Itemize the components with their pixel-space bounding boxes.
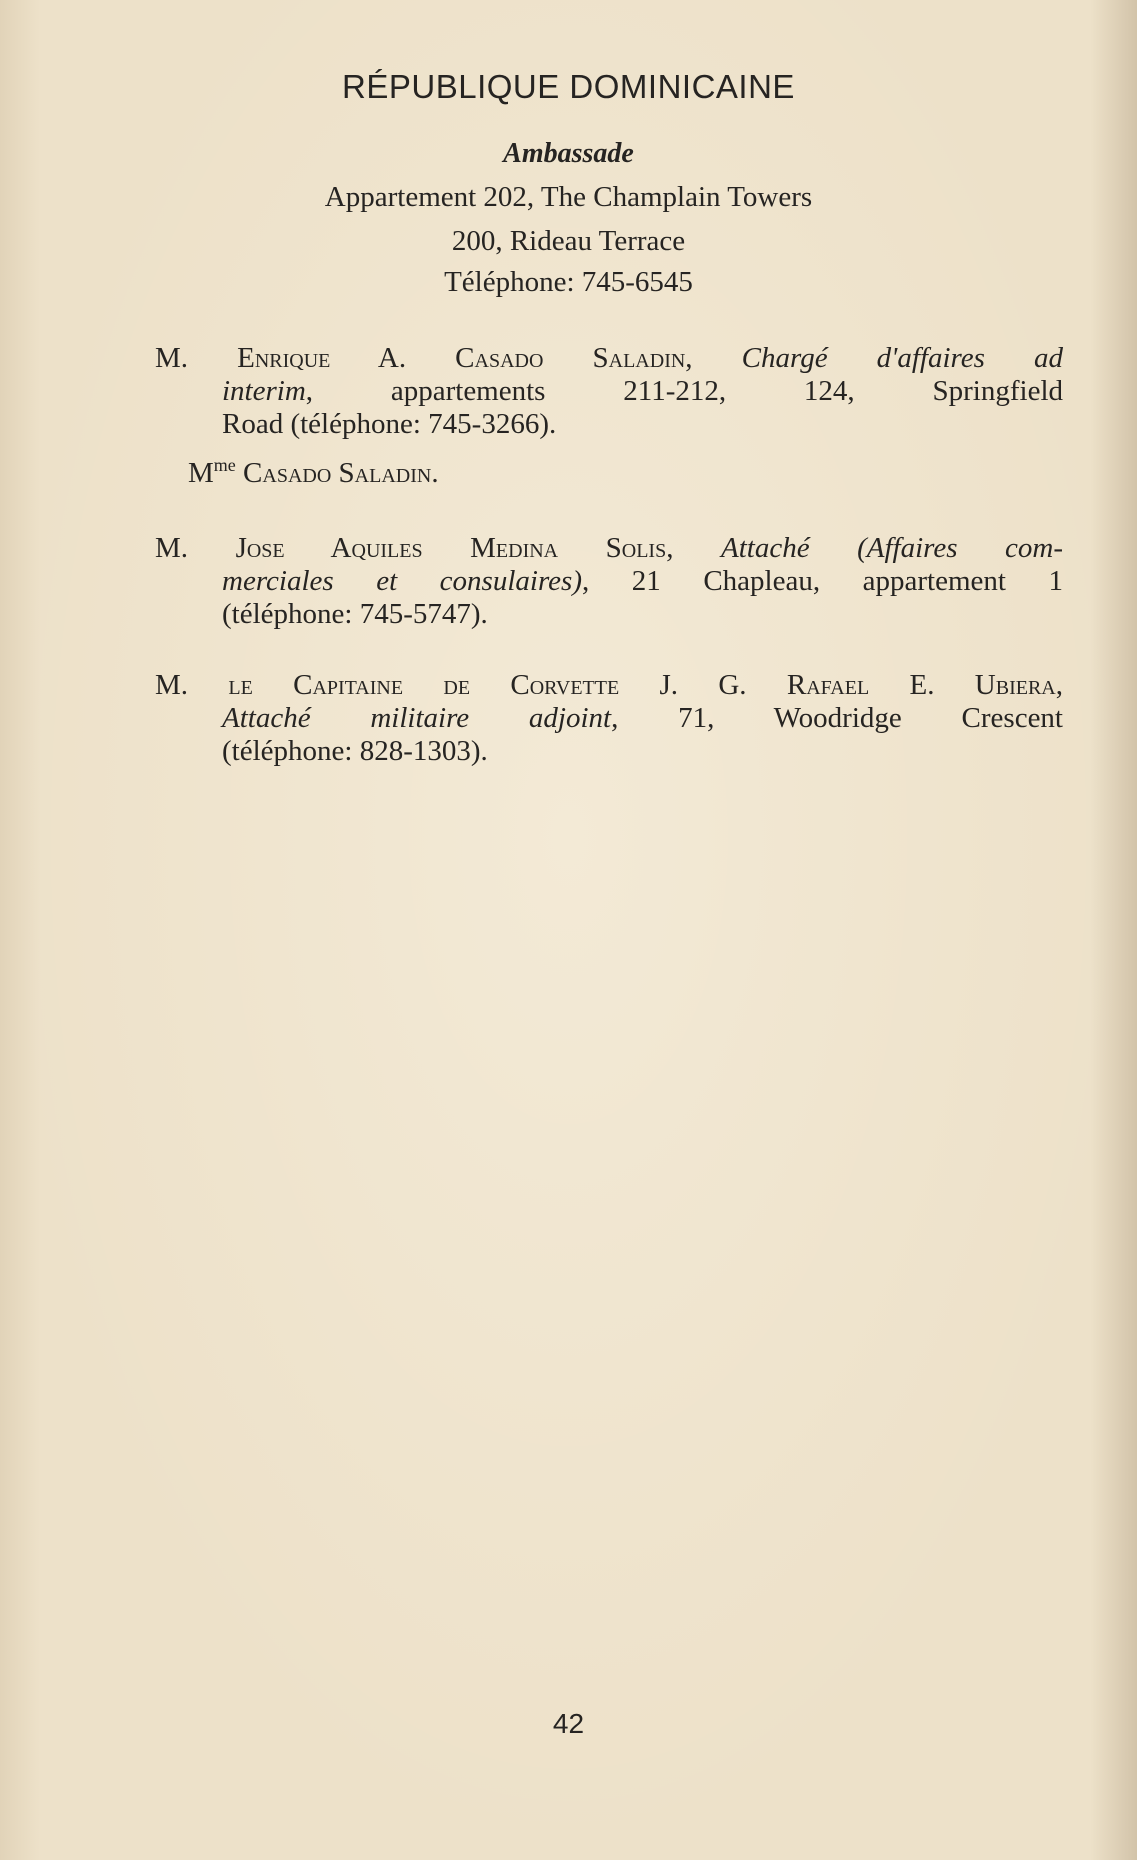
- spouse-entry: [188, 455, 439, 490]
- mission-type-label: Ambassade: [503, 138, 634, 169]
- entry-phone: (téléphone: 745-5747).: [222, 598, 488, 630]
- entry-address: , 21 Chapleau, appartement 1: [581, 565, 1063, 597]
- entry-line: [155, 408, 1063, 441]
- page-number: 42: [552, 1708, 585, 1739]
- entry-title: Attaché militaire adjoint: [222, 702, 612, 734]
- embassy-address-line2: 200, Rideau Terrace: [451, 225, 686, 257]
- country-heading: RÉPUBLIQUE DOMINICAINE: [342, 68, 795, 105]
- spouse-name: Casado Saladin.: [235, 457, 439, 489]
- entry-separator: ,: [1055, 669, 1063, 701]
- entry-prefix: M.: [155, 532, 236, 564]
- entry-name: Enrique A. Casado Saladin: [237, 342, 686, 374]
- entry-address: , appartements 211-212, 124, Springfield: [305, 375, 1063, 407]
- entry-separator: ,: [666, 532, 721, 564]
- entry-line: [155, 702, 1063, 735]
- entry-phone: (téléphone: 828-1303).: [222, 735, 488, 767]
- embassy-address-line1: Appartement 202, The Champlain Towers: [324, 181, 813, 213]
- entry-name: le Capitaine de Corvette J. G. Rafael E. Ubiera: [228, 669, 1056, 701]
- entry-phone: Road (téléphone: 745-3266).: [222, 408, 557, 440]
- staff-entry-charge-affaires: [155, 342, 1063, 441]
- entry-line: [155, 598, 1063, 631]
- entry-address: , 71, Woodridge Crescent: [611, 702, 1063, 734]
- embassy-telephone: Téléphone: 745-6545: [444, 266, 693, 298]
- entry-line: [155, 342, 1063, 375]
- entry-title: Chargé d'affaires ad: [741, 342, 1063, 374]
- entry-name: Jose Aquiles Medina Solis: [235, 532, 667, 564]
- spouse-prefix-sup: me: [213, 455, 236, 475]
- entry-line: [155, 735, 1063, 768]
- entry-prefix: M.: [155, 669, 229, 701]
- entry-line: [155, 375, 1063, 408]
- entry-title: Attaché (Affaires com-: [721, 532, 1063, 564]
- staff-entry-attache-militaire: [155, 669, 1063, 768]
- entry-line: [155, 532, 1063, 565]
- entry-line: [155, 669, 1063, 702]
- spouse-prefix: M: [188, 457, 214, 489]
- entry-separator: ,: [685, 342, 742, 374]
- entry-line: [155, 565, 1063, 598]
- entry-title-cont: interim: [222, 375, 306, 407]
- staff-entry-attache-commercial: [155, 532, 1063, 631]
- entry-prefix: M.: [155, 342, 238, 374]
- entry-title-cont: merciales et consulaires): [222, 565, 582, 597]
